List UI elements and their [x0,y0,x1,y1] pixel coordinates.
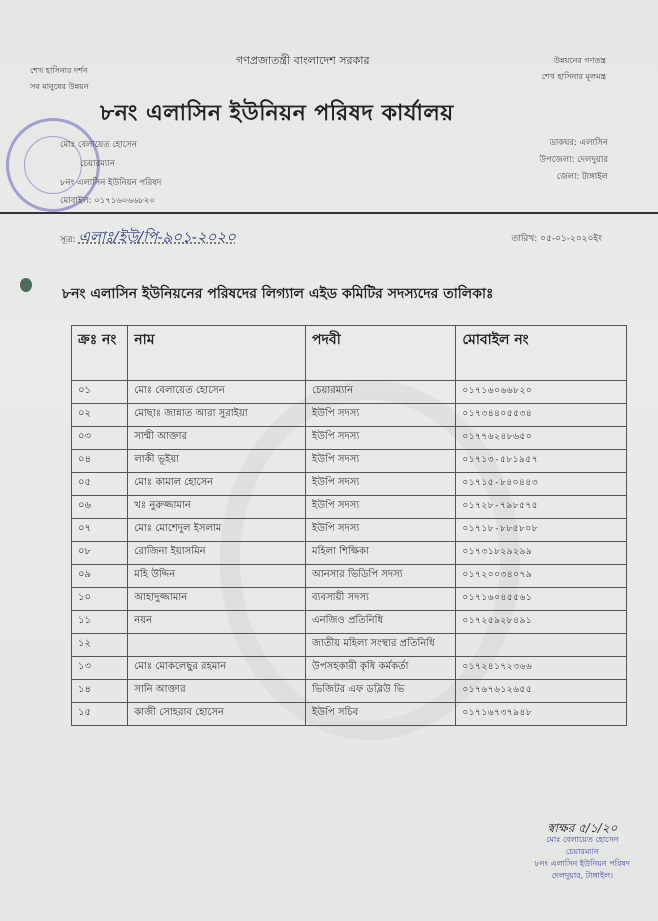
header-designation: পদবী [306,326,456,381]
row-serial: ০১ [72,381,128,404]
row-designation: আনসার ভিডিপি সদস্য [306,565,456,588]
document-date: তারিখ: ০৫-০১-২০২০ইং [511,234,602,244]
table-row [72,657,627,680]
row-mobile: ০১৭১৬৭৩৭৯৪৮ [456,703,627,726]
row-mobile: ০১৭২৫৯২৮৪৯১ [456,611,627,634]
row-name: রোজিনা ইয়াসমিন [128,542,306,565]
slogan-right-2: শেখ হাসিনার মূলমন্ত্র [541,72,606,81]
office-title: ৮নং এলাসিন ইউনিয়ন পরিষদ কার্যালয় [100,101,454,126]
row-serial: ১০ [72,588,128,611]
row-serial: ১৩ [72,657,128,680]
list-heading: ৮নং এলাসিন ইউনিয়নের পরিষদের লিগ্যাল এইড কমিটির সদস্যদের তালিকাঃ [62,286,494,302]
contact-mobile: মোবাইল: ০১৭১৬০৬৬৮২০ [60,196,155,206]
row-serial: ০৩ [72,427,128,450]
row-designation: চেয়ারম্যান [306,381,456,404]
address-district: জেলা: টাঙ্গাইল [556,172,608,182]
row-name: লাকী ভূইয়া [128,450,306,473]
row-mobile: ০১৭২৪১৭২৩৬৬ [456,657,627,680]
row-name: সাম্মী আক্তার [128,427,306,450]
handwritten-signature: স্বাক্ষর ৫/১/২০ [547,821,618,835]
row-name: মহি উদ্দিন [128,565,306,588]
stamp-line-1: মোঃ বেলায়েত হোসেন [546,835,619,844]
slogan-right-1: উন্নয়নের গণতন্ত্র [553,56,606,65]
header-name: নাম [128,326,306,381]
row-name: মোঃ মোশেদুল ইসলাম [128,519,306,542]
row-mobile: ০১৭১৬০৪৫৫৬১ [456,588,627,611]
row-mobile: ০১৭৭৬২৪৮৬৫০ [456,427,627,450]
table-row [72,680,627,703]
slogan-left-1: শেখ হাসিনার দর্শন [30,66,88,75]
contact-designation: চেয়ারম্যান [80,159,115,169]
table-row [72,611,627,634]
punch-hole-icon [20,278,32,292]
row-name: মোছাঃ জান্নাত আরা সুরাইয়া [128,404,306,427]
table-row [72,450,627,473]
row-mobile: ০১৭৬৭৬১২৬৫৫ [456,680,627,703]
table-header-row [72,326,627,381]
members-table [71,325,627,726]
row-serial: ০৭ [72,519,128,542]
row-designation: ইউপি সদস্য [306,450,456,473]
row-designation: ব্যবসায়ী সদস্য [306,588,456,611]
row-serial: ০৯ [72,565,128,588]
row-serial: ০২ [72,404,128,427]
row-serial: ১৫ [72,703,128,726]
address-upazila: উপজেলা: দেলদুয়ার [539,155,608,165]
row-designation: ভিজিটর এফ ডব্লিউ ভি [306,680,456,703]
row-serial: ০৮ [72,542,128,565]
table-row [72,427,627,450]
row-mobile [456,634,627,657]
row-serial: ১১ [72,611,128,634]
table-row [72,703,627,726]
row-name: মোঃ মোকলেছুর রহমান [128,657,306,680]
table-row [72,565,627,588]
row-name: মোঃ বেলায়েত হোসেন [128,381,306,404]
row-designation: ইউপি সদস্য [306,427,456,450]
row-mobile: ০১৭১৫-৮৪০৪৪৩ [456,473,627,496]
row-designation: উপসহকারী কৃষি কর্মকর্তা [306,657,456,680]
header-divider [0,212,658,214]
table-row [72,381,627,404]
reference-number: এলাঃ/ইউ/পি-৯০১-২০২০ [78,228,236,246]
row-mobile: ০১৭৩৪৪০৫৫৩৪ [456,404,627,427]
row-name: আহাদুজ্জামান [128,588,306,611]
reference [60,226,236,251]
row-mobile: ০১৭২০০৩৪০৭৯ [456,565,627,588]
row-designation: ইউপি সদস্য [306,496,456,519]
row-serial: ০৬ [72,496,128,519]
table-row [72,634,627,657]
stamp-line-4: দেলদুয়ার, টাঙ্গাইল। [551,871,613,880]
row-name: খঃ নুরুজ্জামান [128,496,306,519]
row-designation: মহিলা শিক্ষিকা [306,542,456,565]
address-post: ডাকঘর: এলাসিন [549,138,608,148]
row-serial: ১৪ [72,680,128,703]
row-designation: ইউপি সচিব [306,703,456,726]
row-mobile: ০১৭৩১৮২৯২৯৯ [456,542,627,565]
row-designation: জাতীয় মহিলা সংস্থার প্রতিনিধি [306,634,456,657]
table-row [72,588,627,611]
row-mobile: ০১৭১৩-৫৮১৯৫৭ [456,450,627,473]
table-row [72,404,627,427]
header-serial: ক্রঃ নং [72,326,128,381]
table-row [72,519,627,542]
row-designation: ইউপি সদস্য [306,404,456,427]
header-mobile: মোবাইল নং [456,326,627,381]
row-mobile: ০১৭২৮-৭৯৮৫৭৫ [456,496,627,519]
row-name: মোঃ কামাল হোসেন [128,473,306,496]
government-name: গণপ্রজাতন্ত্রী বাংলাদেশ সরকার [236,54,370,67]
table-row [72,542,627,565]
table-row [72,473,627,496]
contact-office: ৮নং এলাসিন ইউনিয়ন পরিষদ [60,178,162,188]
row-mobile: ০১৭১৬০৬৬৮২০ [456,381,627,404]
signature-block [535,822,630,882]
reference-label: সূত্র: [60,235,76,245]
table-row [72,496,627,519]
row-name: সানি আক্তার [128,680,306,703]
row-serial: ১২ [72,634,128,657]
row-designation: ইউপি সদস্য [306,519,456,542]
contact-name: মোঃ বেলায়েত হোসেন [60,140,137,150]
row-designation: এনজিও প্রতিনিধি [306,611,456,634]
slogan-left-2: সব মানুষের উন্নয়ন [30,82,89,91]
stamp-line-2: চেয়ারম্যান [565,847,599,856]
row-designation: ইউপি সদস্য [306,473,456,496]
row-mobile: ০১৭১৮-৮৮৫৮০৮ [456,519,627,542]
row-serial: ০৪ [72,450,128,473]
row-name: নয়ন [128,611,306,634]
row-name [128,634,306,657]
row-serial: ০৫ [72,473,128,496]
stamp-line-3: ৮নং এলাসিন ইউনিয়ন পরিষদ [534,859,630,868]
row-name: কাজী সোহরাব হোসেন [128,703,306,726]
